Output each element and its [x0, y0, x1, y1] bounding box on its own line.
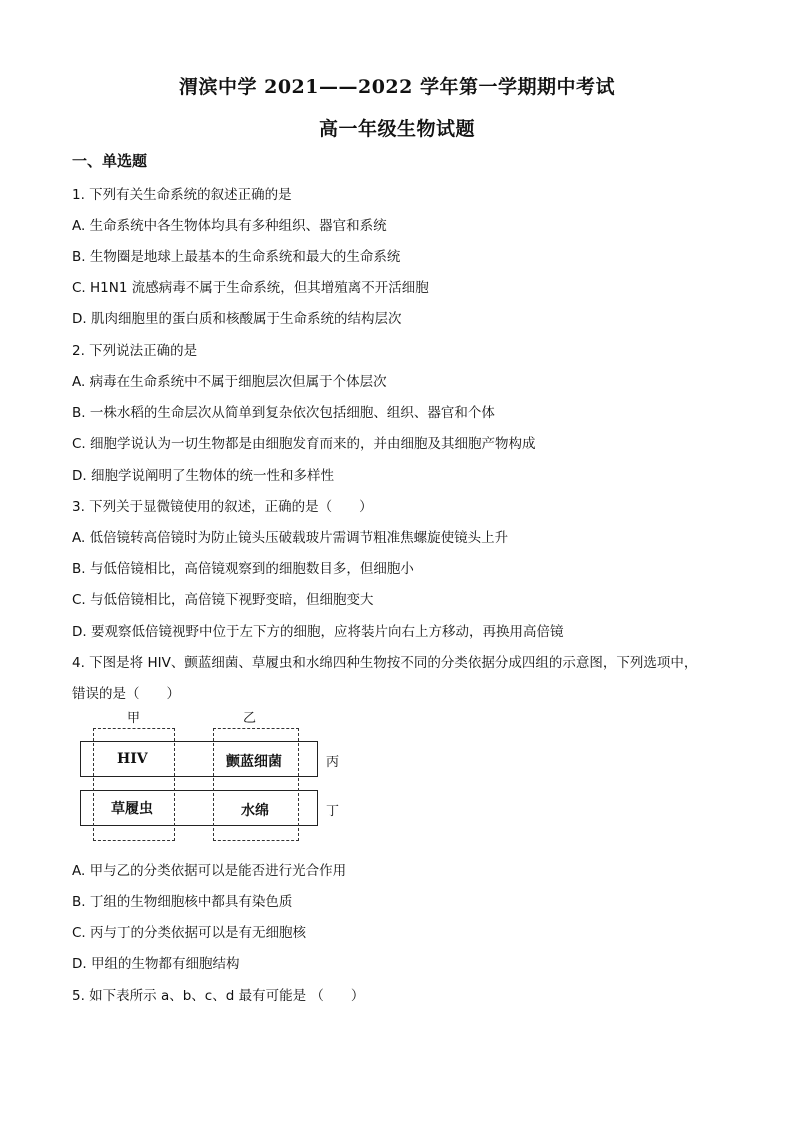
- organism-paramecium: 草履虫: [111, 801, 153, 817]
- exam-title: 渭滨中学 2021——2022 学年第一学期期中考试: [179, 76, 615, 98]
- question-1-option-a: A. 生命系统中各生物体均具有多种组织、器官和系统: [72, 218, 387, 234]
- question-3-stem: 3. 下列关于显微镜使用的叙述，正确的是（ ）: [72, 499, 373, 515]
- question-3-option-d: D. 要观察低倍镜视野中位于左下方的细胞，应将装片向右上方移动，再换用高倍镜: [72, 624, 564, 640]
- question-4-option-d: D. 甲组的生物都有细胞结构: [72, 956, 240, 972]
- question-2-option-a: A. 病毒在生命系统中不属于细胞层次但属于个体层次: [72, 374, 387, 390]
- organism-hiv: HIV: [117, 751, 148, 767]
- organism-spirogyra: 水绵: [241, 803, 269, 819]
- question-2-stem: 2. 下列说法正确的是: [72, 343, 198, 359]
- question-2-option-b: B. 一株水稻的生命层次从简单到复杂依次包括细胞、组织、器官和个体: [72, 405, 495, 421]
- exam-subtitle: 高一年级生物试题: [318, 118, 475, 140]
- question-4-stem: 4. 下图是将 HIV、颤蓝细菌、草履虫和水绵四种生物按不同的分类依据分成四组的示意图，下列选项中，: [72, 655, 698, 671]
- question-1-option-b: B. 生物圈是地球上最基本的生命系统和最大的生命系统: [72, 249, 401, 265]
- question-3-option-a: A. 低倍镜转高倍镜时为防止镜头压破载玻片需调节粗准焦螺旋使镜头上升: [72, 530, 509, 546]
- organism-cyanobacteria: 颤蓝细菌: [226, 754, 282, 770]
- group-label-bing: 丙: [326, 755, 340, 770]
- group-jia-box: [93, 728, 175, 841]
- group-label-jia: 甲: [127, 711, 141, 726]
- question-3-option-c: C. 与低倍镜相比，高倍镜下视野变暗，但细胞变大: [72, 592, 374, 608]
- group-yi-box: [213, 728, 299, 841]
- question-2-option-d: D. 细胞学说阐明了生物体的统一性和多样性: [72, 468, 334, 484]
- question-1-stem: 1. 下列有关生命系统的叙述正确的是: [72, 187, 292, 203]
- group-label-yi: 乙: [243, 711, 257, 726]
- question-4-option-b: B. 丁组的生物细胞核中都具有染色质: [72, 894, 293, 910]
- question-1-option-c: C. H1N1 流感病毒不属于生命系统，但其增殖离不开活细胞: [72, 280, 429, 296]
- question-4-option-a: A. 甲与乙的分类依据可以是能否进行光合作用: [72, 863, 347, 879]
- question-2-option-c: C. 细胞学说认为一切生物都是由细胞发育而来的，并由细胞及其细胞产物构成: [72, 436, 536, 452]
- question-4-stem-continued: 错误的是（ ）: [72, 686, 180, 702]
- question-4-option-c: C. 丙与丁的分类依据可以是有无细胞核: [72, 925, 307, 941]
- section-heading: 一、单选题: [72, 152, 148, 170]
- classification-diagram: [78, 707, 378, 847]
- group-label-ding: 丁: [326, 804, 340, 819]
- question-1-option-d: D. 肌肉细胞里的蛋白质和核酸属于生命系统的结构层次: [72, 311, 402, 327]
- question-5-stem: 5. 如下表所示 a、b、c、d 最有可能是 （ ）: [72, 988, 365, 1004]
- question-3-option-b: B. 与低倍镜相比，高倍镜观察到的细胞数目多，但细胞小: [72, 561, 414, 577]
